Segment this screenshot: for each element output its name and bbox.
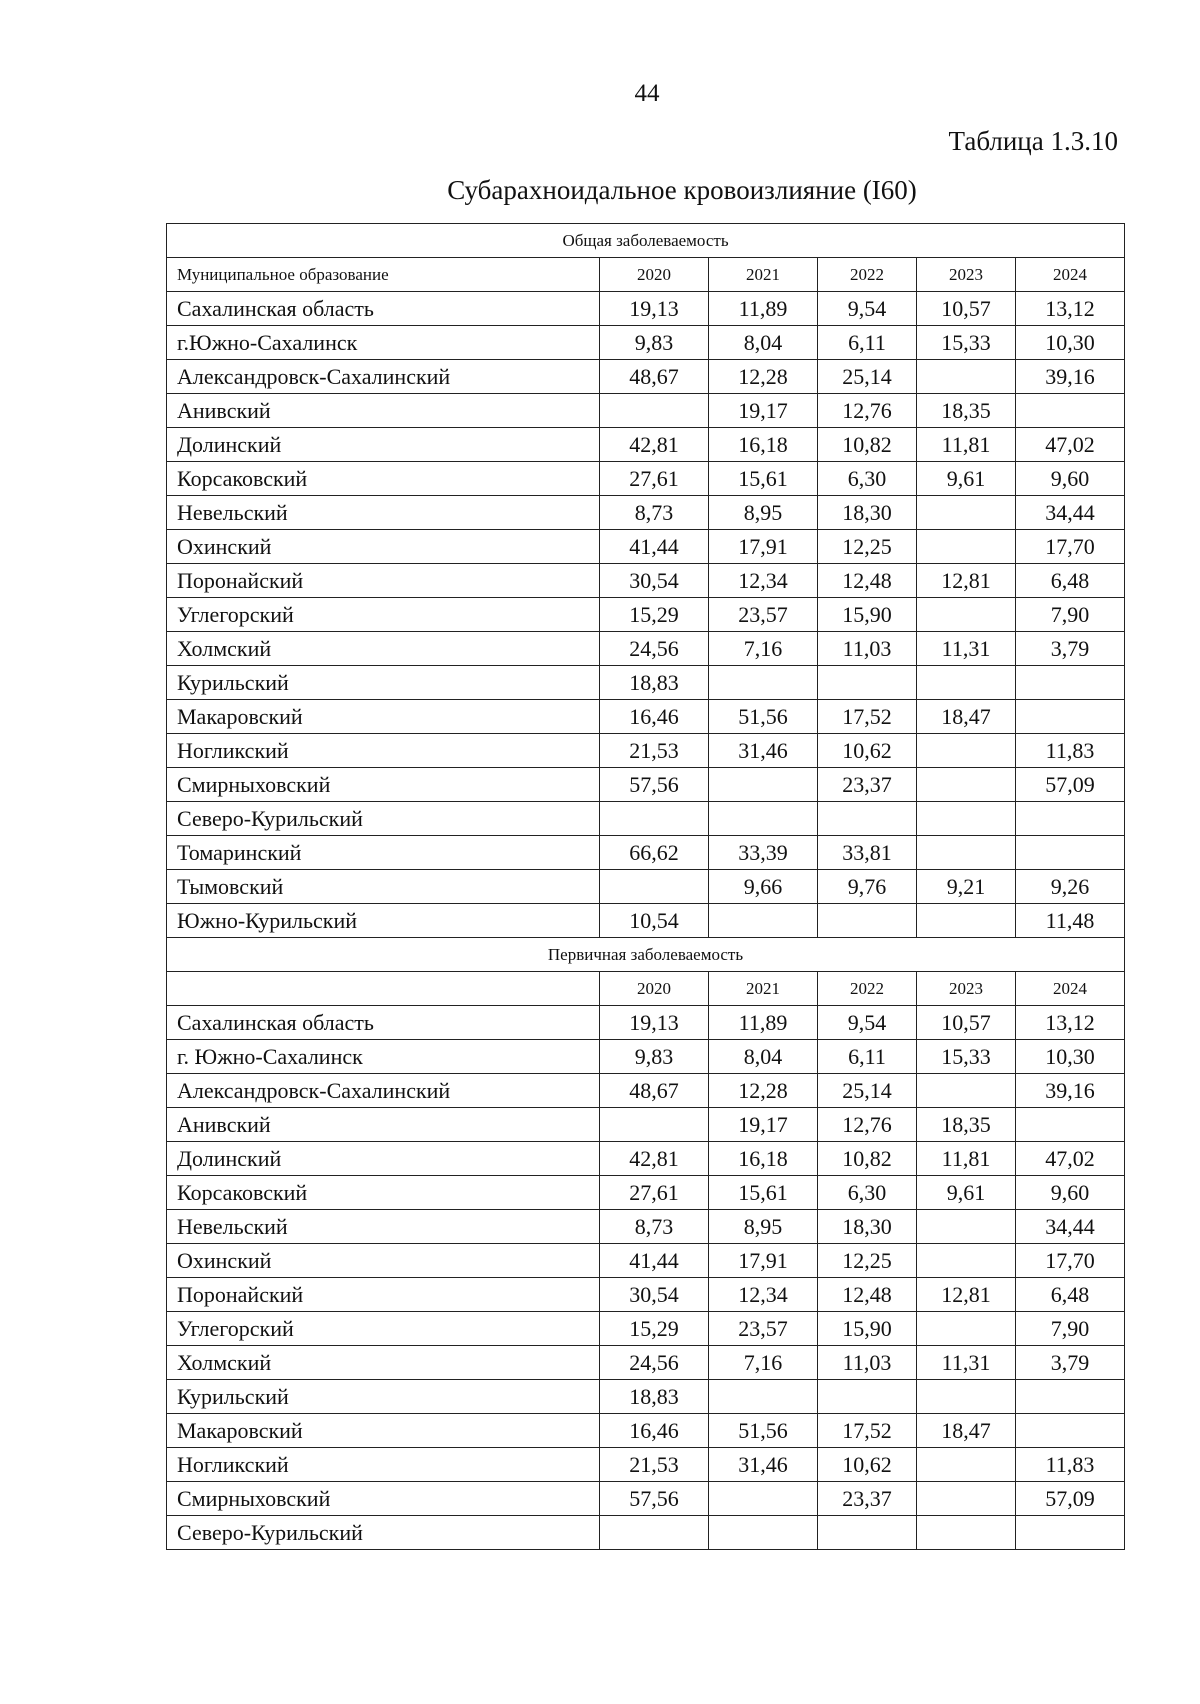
rate-value <box>709 666 818 700</box>
rate-value: 9,61 <box>917 1176 1016 1210</box>
table-row <box>167 360 1125 394</box>
rate-value: 11,31 <box>917 632 1016 666</box>
municipality-name: Сахалинская область <box>167 1006 600 1040</box>
table-row <box>167 428 1125 462</box>
rate-value <box>709 904 818 938</box>
rate-value <box>1016 1380 1125 1414</box>
rate-value: 10,30 <box>1016 326 1125 360</box>
table-row <box>167 632 1125 666</box>
rate-value <box>917 530 1016 564</box>
rate-value: 18,47 <box>917 700 1016 734</box>
municipality-name: Южно-Курильский <box>167 904 600 938</box>
municipality-name: Долинский <box>167 1142 600 1176</box>
rate-value: 12,48 <box>818 1278 917 1312</box>
rate-value <box>1016 836 1125 870</box>
rate-value: 57,56 <box>600 1482 709 1516</box>
table-row <box>167 1142 1125 1176</box>
rate-value <box>917 1482 1016 1516</box>
rate-value: 24,56 <box>600 632 709 666</box>
rate-value <box>1016 1414 1125 1448</box>
rate-value: 6,11 <box>818 1040 917 1074</box>
rate-value: 12,28 <box>709 1074 818 1108</box>
header-row <box>167 972 1125 1006</box>
rate-value: 27,61 <box>600 462 709 496</box>
rate-value: 51,56 <box>709 1414 818 1448</box>
rate-value: 18,47 <box>917 1414 1016 1448</box>
rate-value: 15,61 <box>709 1176 818 1210</box>
rate-value <box>917 802 1016 836</box>
table-row <box>167 734 1125 768</box>
rate-value: 7,16 <box>709 632 818 666</box>
rate-value: 7,90 <box>1016 598 1125 632</box>
rate-value: 10,82 <box>818 1142 917 1176</box>
rate-value: 18,30 <box>818 1210 917 1244</box>
rate-value <box>709 768 818 802</box>
rate-value: 13,12 <box>1016 1006 1125 1040</box>
rate-value: 11,83 <box>1016 734 1125 768</box>
table-row <box>167 1244 1125 1278</box>
rate-value <box>709 802 818 836</box>
municipality-name: Макаровский <box>167 700 600 734</box>
rate-value <box>709 1516 818 1550</box>
rate-value: 42,81 <box>600 1142 709 1176</box>
rate-value: 10,54 <box>600 904 709 938</box>
rate-value: 30,54 <box>600 564 709 598</box>
rate-value: 31,46 <box>709 1448 818 1482</box>
rate-value: 16,18 <box>709 428 818 462</box>
rate-value: 16,46 <box>600 1414 709 1448</box>
municipality-name: Углегорский <box>167 598 600 632</box>
municipality-name: Курильский <box>167 666 600 700</box>
rate-value: 16,46 <box>600 700 709 734</box>
rate-value: 23,37 <box>818 1482 917 1516</box>
table-row <box>167 1040 1125 1074</box>
rate-value: 21,53 <box>600 734 709 768</box>
municipality-name: Северо-Курильский <box>167 1516 600 1550</box>
rate-value: 9,54 <box>818 292 917 326</box>
municipality-name: Долинский <box>167 428 600 462</box>
rate-value: 57,09 <box>1016 768 1125 802</box>
column-header-year: 2022 <box>818 972 917 1006</box>
municipality-name: Корсаковский <box>167 1176 600 1210</box>
municipality-name: г.Южно-Сахалинск <box>167 326 600 360</box>
rate-value: 17,91 <box>709 1244 818 1278</box>
rate-value <box>818 802 917 836</box>
municipality-name: Сахалинская область <box>167 292 600 326</box>
rate-value: 8,73 <box>600 1210 709 1244</box>
rate-value: 12,25 <box>818 530 917 564</box>
rate-value: 11,03 <box>818 632 917 666</box>
rate-value <box>917 734 1016 768</box>
municipality-name: Смирныховский <box>167 1482 600 1516</box>
municipality-name: Охинский <box>167 530 600 564</box>
rate-value: 41,44 <box>600 530 709 564</box>
rate-value <box>917 1448 1016 1482</box>
municipality-name: Ногликский <box>167 734 600 768</box>
rate-value: 12,81 <box>917 1278 1016 1312</box>
rate-value: 8,73 <box>600 496 709 530</box>
rate-value: 12,34 <box>709 564 818 598</box>
rate-value: 10,57 <box>917 292 1016 326</box>
rate-value: 9,26 <box>1016 870 1125 904</box>
rate-value: 3,79 <box>1016 632 1125 666</box>
column-header-year: 2023 <box>917 258 1016 292</box>
table-row <box>167 1448 1125 1482</box>
rate-value: 12,81 <box>917 564 1016 598</box>
table-row <box>167 1108 1125 1142</box>
section-title: Общая заболеваемость <box>167 224 1125 258</box>
municipality-name: Невельский <box>167 496 600 530</box>
municipality-name: Анивский <box>167 394 600 428</box>
rate-value: 6,48 <box>1016 1278 1125 1312</box>
rate-value: 23,57 <box>709 1312 818 1346</box>
rate-value: 10,62 <box>818 734 917 768</box>
rate-value <box>917 666 1016 700</box>
rate-value: 10,30 <box>1016 1040 1125 1074</box>
rate-value: 10,57 <box>917 1006 1016 1040</box>
rate-value <box>917 904 1016 938</box>
section-title: Первичная заболеваемость <box>167 938 1125 972</box>
rate-value <box>917 496 1016 530</box>
rate-value: 11,03 <box>818 1346 917 1380</box>
rate-value: 25,14 <box>818 1074 917 1108</box>
table-row <box>167 836 1125 870</box>
rate-value: 17,91 <box>709 530 818 564</box>
column-header-year: 2024 <box>1016 972 1125 1006</box>
table-row <box>167 326 1125 360</box>
rate-value <box>917 836 1016 870</box>
municipality-name: Охинский <box>167 1244 600 1278</box>
rate-value: 8,95 <box>709 496 818 530</box>
municipality-name: Невельский <box>167 1210 600 1244</box>
rate-value: 12,28 <box>709 360 818 394</box>
municipality-name: Макаровский <box>167 1414 600 1448</box>
rate-value: 16,18 <box>709 1142 818 1176</box>
municipality-name: Смирныховский <box>167 768 600 802</box>
rate-value <box>917 360 1016 394</box>
rate-value: 17,52 <box>818 1414 917 1448</box>
rate-value: 15,33 <box>917 326 1016 360</box>
table-row <box>167 802 1125 836</box>
table-row <box>167 1006 1125 1040</box>
table-row <box>167 462 1125 496</box>
municipality-name: г. Южно-Сахалинск <box>167 1040 600 1074</box>
rate-value: 10,82 <box>818 428 917 462</box>
rate-value: 18,30 <box>818 496 917 530</box>
rate-value: 15,33 <box>917 1040 1016 1074</box>
rate-value: 12,48 <box>818 564 917 598</box>
table-row <box>167 1346 1125 1380</box>
table-row <box>167 1414 1125 1448</box>
table-row <box>167 1176 1125 1210</box>
rate-value: 9,61 <box>917 462 1016 496</box>
rate-value: 9,76 <box>818 870 917 904</box>
rate-value: 9,83 <box>600 326 709 360</box>
header-row <box>167 258 1125 292</box>
table-row <box>167 496 1125 530</box>
rate-value: 19,17 <box>709 1108 818 1142</box>
rate-value: 11,31 <box>917 1346 1016 1380</box>
rate-value <box>1016 700 1125 734</box>
rate-value <box>818 904 917 938</box>
rate-value: 19,17 <box>709 394 818 428</box>
rate-value: 17,70 <box>1016 530 1125 564</box>
rate-value: 18,35 <box>917 394 1016 428</box>
rate-value: 17,52 <box>818 700 917 734</box>
municipality-name: Тымовский <box>167 870 600 904</box>
rate-value <box>917 1210 1016 1244</box>
table-row <box>167 292 1125 326</box>
rate-value <box>1016 394 1125 428</box>
rate-value: 11,81 <box>917 1142 1016 1176</box>
municipality-name: Томаринский <box>167 836 600 870</box>
rate-value: 9,54 <box>818 1006 917 1040</box>
rate-value: 42,81 <box>600 428 709 462</box>
rate-value: 7,16 <box>709 1346 818 1380</box>
rate-value: 11,48 <box>1016 904 1125 938</box>
rate-value: 66,62 <box>600 836 709 870</box>
column-header-year: 2024 <box>1016 258 1125 292</box>
column-header-municipality: Муниципальное образование <box>167 258 600 292</box>
table-row <box>167 1516 1125 1550</box>
table-row <box>167 1380 1125 1414</box>
municipality-name: Поронайский <box>167 564 600 598</box>
incidence-table <box>166 223 1125 1550</box>
rate-value <box>1016 1108 1125 1142</box>
rate-value: 24,56 <box>600 1346 709 1380</box>
rate-value: 11,89 <box>709 1006 818 1040</box>
column-header-year: 2021 <box>709 972 818 1006</box>
column-header-year: 2022 <box>818 258 917 292</box>
rate-value <box>600 802 709 836</box>
rate-value <box>1016 1516 1125 1550</box>
rate-value: 33,39 <box>709 836 818 870</box>
rate-value: 31,46 <box>709 734 818 768</box>
rate-value <box>709 1482 818 1516</box>
rate-value: 9,60 <box>1016 1176 1125 1210</box>
rate-value <box>917 1244 1016 1278</box>
rate-value <box>818 666 917 700</box>
rate-value: 21,53 <box>600 1448 709 1482</box>
rate-value <box>1016 802 1125 836</box>
section-row <box>167 938 1125 972</box>
rate-value: 23,57 <box>709 598 818 632</box>
table-row <box>167 666 1125 700</box>
rate-value: 6,11 <box>818 326 917 360</box>
table-row <box>167 1278 1125 1312</box>
rate-value: 48,67 <box>600 1074 709 1108</box>
rate-value: 11,89 <box>709 292 818 326</box>
rate-value: 57,56 <box>600 768 709 802</box>
rate-value: 18,83 <box>600 666 709 700</box>
municipality-name: Анивский <box>167 1108 600 1142</box>
rate-value: 8,04 <box>709 1040 818 1074</box>
rate-value: 11,81 <box>917 428 1016 462</box>
rate-value <box>600 870 709 904</box>
rate-value <box>917 768 1016 802</box>
table-row <box>167 1074 1125 1108</box>
rate-value: 9,21 <box>917 870 1016 904</box>
rate-value <box>600 1516 709 1550</box>
rate-value: 19,13 <box>600 292 709 326</box>
rate-value: 11,83 <box>1016 1448 1125 1482</box>
rate-value: 15,90 <box>818 598 917 632</box>
rate-value: 25,14 <box>818 360 917 394</box>
rate-value: 12,34 <box>709 1278 818 1312</box>
municipality-name: Александровск-Сахалинский <box>167 1074 600 1108</box>
column-header-year: 2021 <box>709 258 818 292</box>
rate-value: 34,44 <box>1016 1210 1125 1244</box>
table-row <box>167 1210 1125 1244</box>
rate-value: 8,04 <box>709 326 818 360</box>
municipality-name: Холмский <box>167 1346 600 1380</box>
rate-value: 15,29 <box>600 598 709 632</box>
rate-value <box>917 1380 1016 1414</box>
column-header-year: 2020 <box>600 972 709 1006</box>
table-row <box>167 530 1125 564</box>
table-label: Таблица 1.3.10 <box>948 126 1118 156</box>
rate-value: 7,90 <box>1016 1312 1125 1346</box>
rate-value: 30,54 <box>600 1278 709 1312</box>
municipality-name: Курильский <box>167 1380 600 1414</box>
rate-value: 6,48 <box>1016 564 1125 598</box>
rate-value: 3,79 <box>1016 1346 1125 1380</box>
rate-value <box>917 1312 1016 1346</box>
table-row <box>167 394 1125 428</box>
column-header-municipality <box>167 972 600 1006</box>
rate-value: 6,30 <box>818 462 917 496</box>
municipality-name: Корсаковский <box>167 462 600 496</box>
rate-value: 13,12 <box>1016 292 1125 326</box>
rate-value: 17,70 <box>1016 1244 1125 1278</box>
document-title: Субарахноидальное кровоизлияние (I60) <box>447 175 917 205</box>
rate-value: 19,13 <box>600 1006 709 1040</box>
rate-value: 15,90 <box>818 1312 917 1346</box>
rate-value: 23,37 <box>818 768 917 802</box>
rate-value <box>600 1108 709 1142</box>
rate-value: 15,29 <box>600 1312 709 1346</box>
table-row <box>167 904 1125 938</box>
rate-value <box>818 1380 917 1414</box>
table-row <box>167 700 1125 734</box>
rate-value: 15,61 <box>709 462 818 496</box>
rate-value: 6,30 <box>818 1176 917 1210</box>
rate-value <box>818 1516 917 1550</box>
rate-value: 27,61 <box>600 1176 709 1210</box>
table-row <box>167 598 1125 632</box>
rate-value: 18,35 <box>917 1108 1016 1142</box>
rate-value: 12,25 <box>818 1244 917 1278</box>
rate-value: 18,83 <box>600 1380 709 1414</box>
municipality-name: Холмский <box>167 632 600 666</box>
page-number: 44 <box>634 80 660 107</box>
table-row <box>167 768 1125 802</box>
rate-value <box>917 1074 1016 1108</box>
column-header-year: 2020 <box>600 258 709 292</box>
table-row <box>167 870 1125 904</box>
rate-value: 8,95 <box>709 1210 818 1244</box>
municipality-name: Поронайский <box>167 1278 600 1312</box>
rate-value: 9,66 <box>709 870 818 904</box>
rate-value: 51,56 <box>709 700 818 734</box>
rate-value: 12,76 <box>818 394 917 428</box>
rate-value <box>600 394 709 428</box>
rate-value: 34,44 <box>1016 496 1125 530</box>
rate-value <box>709 1380 818 1414</box>
rate-value <box>917 1516 1016 1550</box>
rate-value: 39,16 <box>1016 1074 1125 1108</box>
table-row <box>167 1482 1125 1516</box>
rate-value: 9,83 <box>600 1040 709 1074</box>
rate-value: 57,09 <box>1016 1482 1125 1516</box>
column-header-year: 2023 <box>917 972 1016 1006</box>
municipality-name: Северо-Курильский <box>167 802 600 836</box>
rate-value: 9,60 <box>1016 462 1125 496</box>
rate-value: 39,16 <box>1016 360 1125 394</box>
rate-value: 47,02 <box>1016 428 1125 462</box>
section-row <box>167 224 1125 258</box>
rate-value: 41,44 <box>600 1244 709 1278</box>
table-row <box>167 564 1125 598</box>
rate-value: 48,67 <box>600 360 709 394</box>
rate-value: 12,76 <box>818 1108 917 1142</box>
municipality-name: Александровск-Сахалинский <box>167 360 600 394</box>
municipality-name: Ногликский <box>167 1448 600 1482</box>
rate-value <box>1016 666 1125 700</box>
rate-value: 47,02 <box>1016 1142 1125 1176</box>
table-row <box>167 1312 1125 1346</box>
rate-value: 10,62 <box>818 1448 917 1482</box>
rate-value: 33,81 <box>818 836 917 870</box>
rate-value <box>917 598 1016 632</box>
municipality-name: Углегорский <box>167 1312 600 1346</box>
